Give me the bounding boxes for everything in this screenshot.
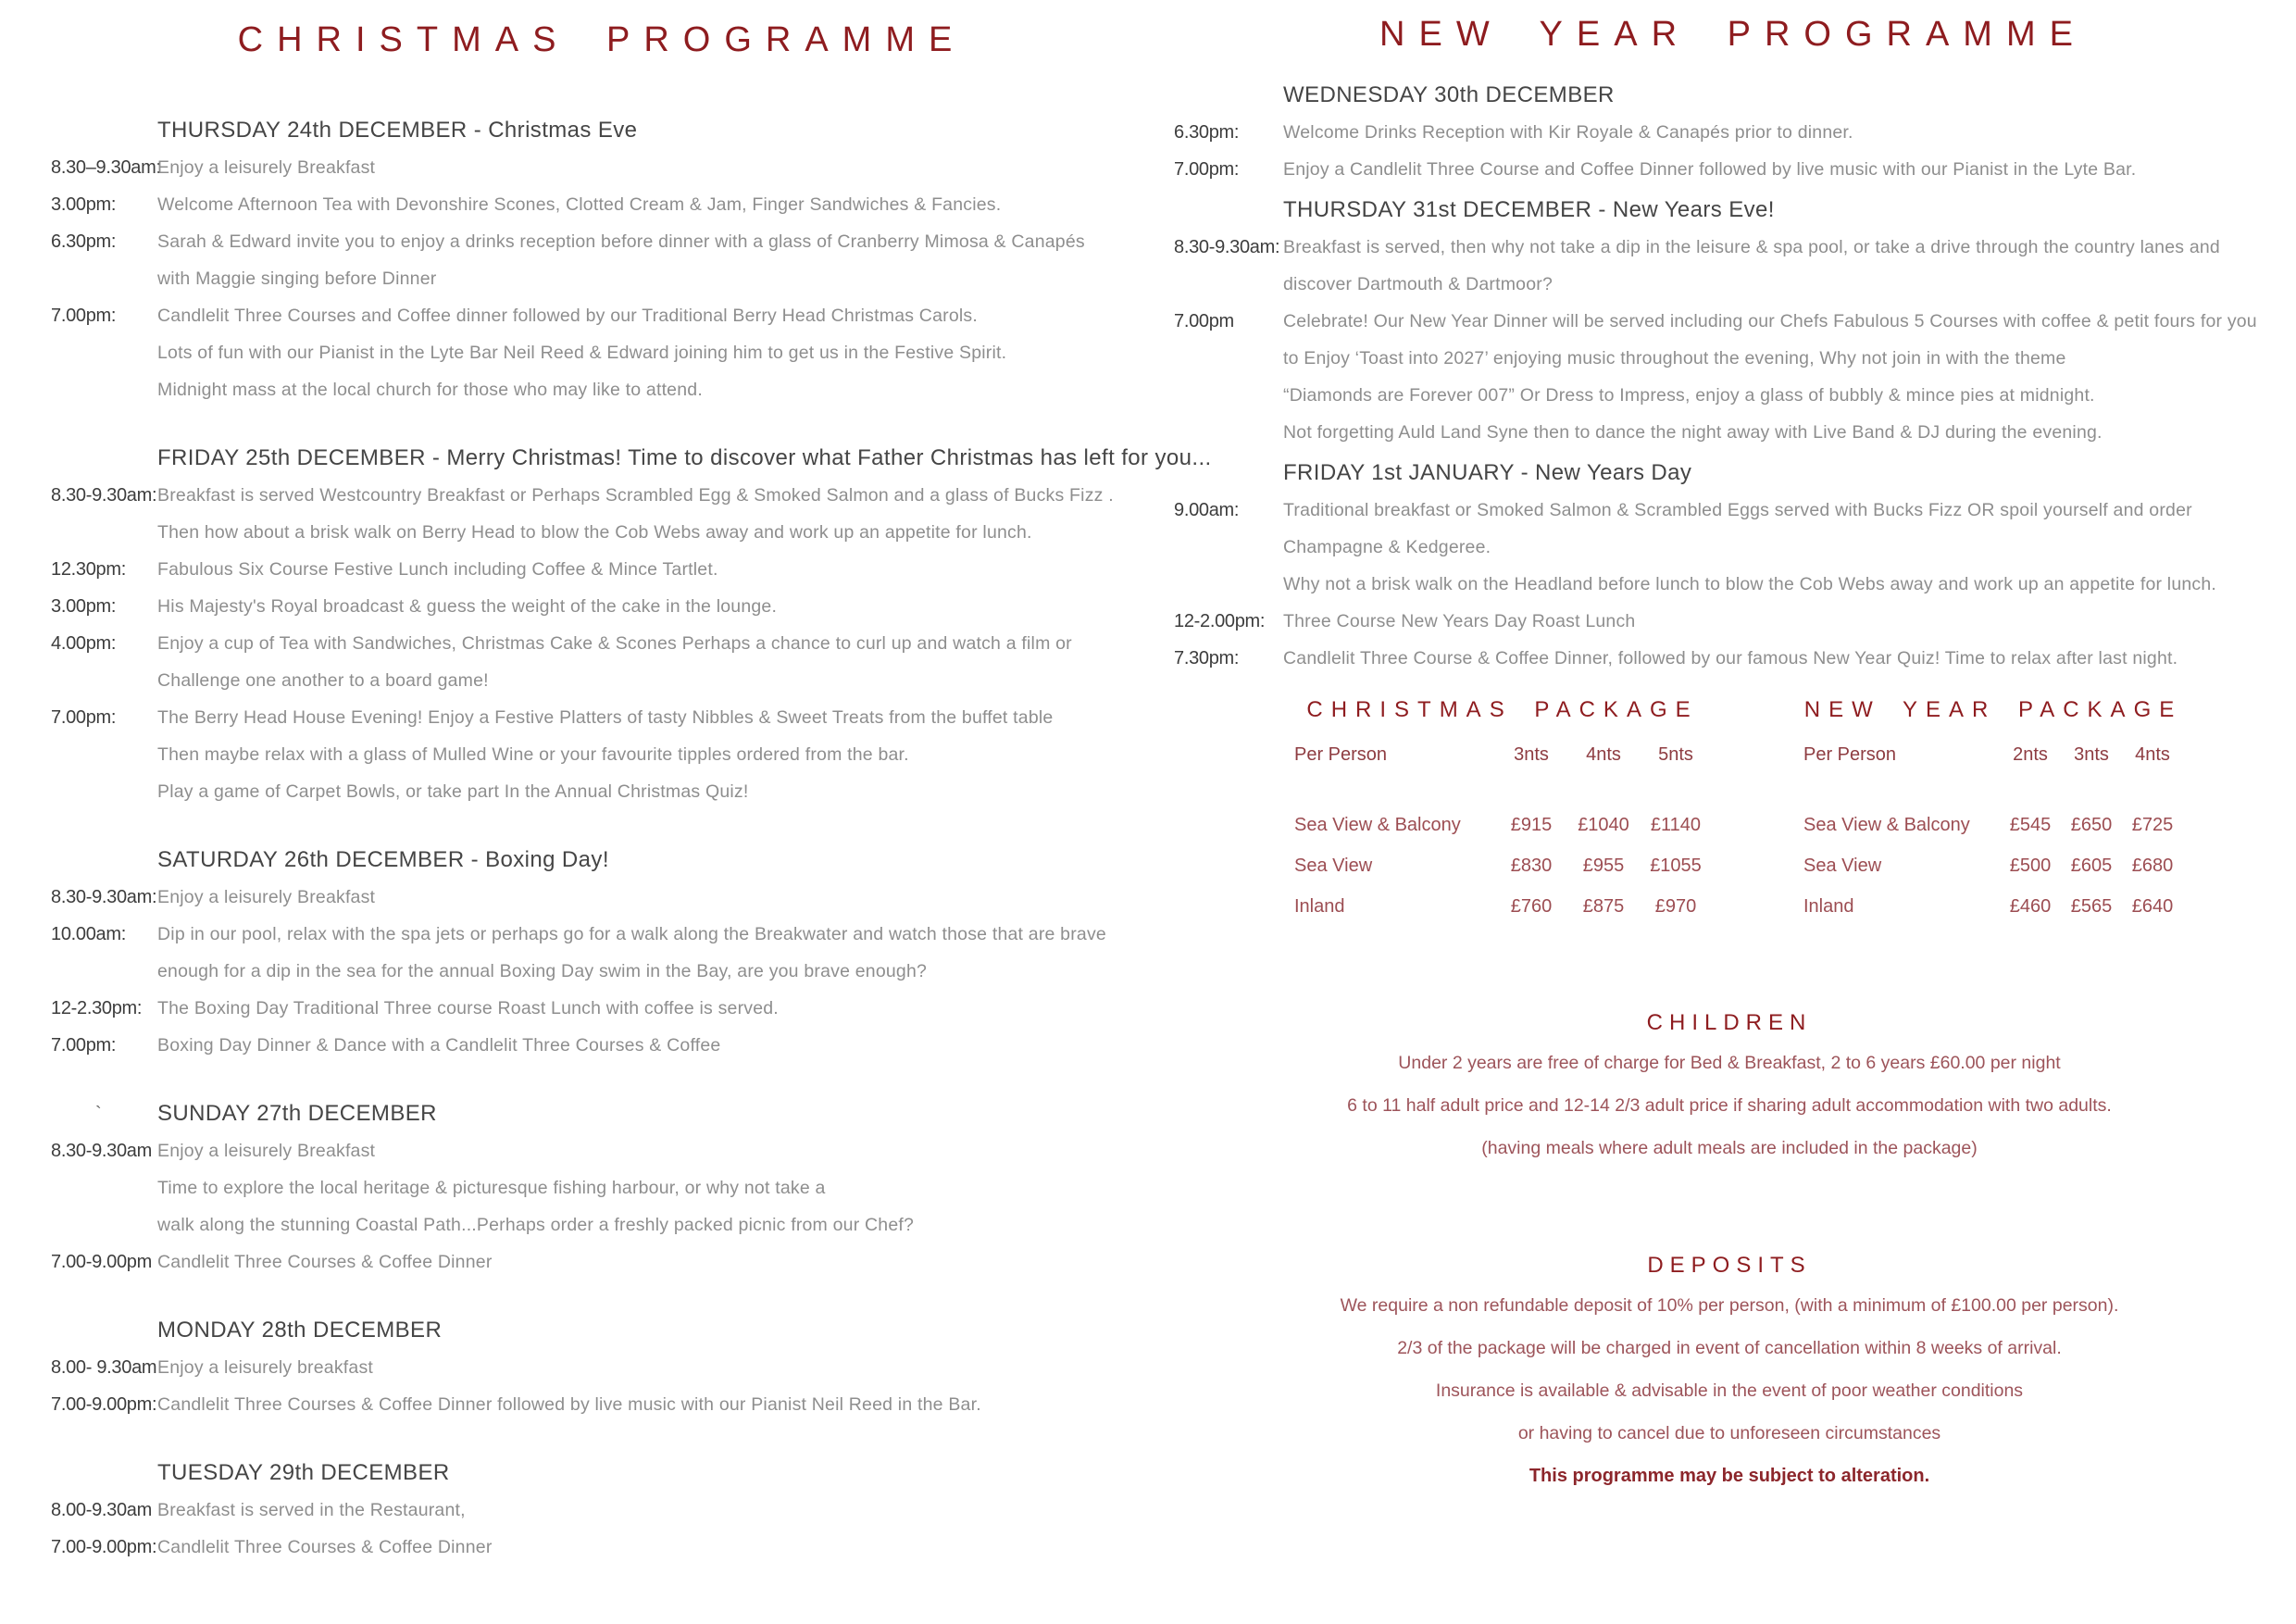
event-line: Boxing Day Dinner & Dance with a Candlelit Three Courses & Coffee bbox=[157, 1035, 721, 1056]
event-row bbox=[51, 1529, 1153, 1566]
event-line: Celebrate! Our New Year Dinner will be served including our Chefs Fabulous 5 Courses with coffee & petit fours for you bbox=[1283, 311, 2257, 331]
event-time: 8.00- 9.30am bbox=[51, 1357, 157, 1378]
event-text bbox=[157, 223, 1085, 297]
day-heading: WEDNESDAY 30th DECEMBER bbox=[1283, 82, 1615, 107]
event-text bbox=[157, 588, 777, 625]
event-row bbox=[51, 186, 1153, 223]
event-row bbox=[51, 1349, 1153, 1386]
package-header-cell: 3nts bbox=[2074, 744, 2109, 765]
event-time: 7.00pm: bbox=[51, 1035, 117, 1056]
package-header-cell: 2nts bbox=[2013, 744, 2048, 765]
package-table bbox=[1294, 734, 1711, 927]
event-time: 8.00-9.30am bbox=[51, 1500, 152, 1520]
event-line: to Enjoy ‘Toast into 2027’ enjoying music throughout the evening, Why not join in with the theme bbox=[1283, 348, 2066, 369]
event-line: Play a game of Carpet Bowls, or take part In the Annual Christmas Quiz! bbox=[157, 781, 749, 802]
package-room-type: Sea View bbox=[1294, 856, 1373, 876]
package-price: £760 bbox=[1510, 896, 1553, 917]
event-row bbox=[1174, 151, 2292, 188]
event-text bbox=[1283, 229, 2220, 303]
package-header-cell: 4nts bbox=[2135, 744, 2170, 765]
event-time: 7.00pm bbox=[1174, 311, 1234, 331]
event-time: 7.00pm: bbox=[51, 707, 117, 728]
package-price: £875 bbox=[1582, 896, 1625, 917]
day-heading-row bbox=[51, 842, 1153, 879]
event-line: Lots of fun with our Pianist in the Lyte Bar Neil Reed & Edward joining him to get us in the Festive Spirit. bbox=[157, 343, 1007, 363]
info-line: Under 2 years are free of charge for Bed & Breakfast, 2 to 6 years £60.00 per night bbox=[1398, 1053, 2061, 1073]
day-heading: MONDAY 28th DECEMBER bbox=[157, 1318, 443, 1343]
event-text bbox=[157, 477, 1114, 551]
stray-tick bbox=[51, 1312, 157, 1349]
day-heading-row bbox=[1174, 455, 2292, 492]
package-room-type: Inland bbox=[1803, 896, 1854, 917]
package-price: £565 bbox=[2070, 896, 2113, 917]
event-row bbox=[51, 1243, 1153, 1280]
package-title: CHRISTMAS PACKAGE bbox=[1306, 697, 1699, 722]
package-spacer bbox=[1803, 775, 2183, 805]
package-header-cell: 4nts bbox=[1586, 744, 1621, 765]
event-text bbox=[157, 990, 779, 1027]
info-line: Insurance is available & advisable in the event of poor weather conditions bbox=[1435, 1380, 2024, 1401]
package-price: £605 bbox=[2070, 856, 2113, 876]
stray-tick bbox=[1174, 192, 1283, 229]
event-row bbox=[51, 625, 1153, 699]
event-time: 7.00-9.00pm: bbox=[51, 1394, 157, 1415]
package-room-type: Sea View bbox=[1803, 856, 1882, 876]
event-row bbox=[51, 1169, 1153, 1243]
event-text bbox=[157, 297, 1006, 408]
new-year-package bbox=[1803, 697, 2183, 927]
event-row bbox=[1174, 603, 2292, 640]
event-row bbox=[51, 297, 1153, 408]
event-row bbox=[51, 699, 1153, 810]
package-room-type: Inland bbox=[1294, 896, 1345, 917]
event-line: Enjoy a Candlelit Three Course and Coffee Dinner followed by live music with our Pianist in the Lyte Bar. bbox=[1283, 159, 2137, 180]
package-price: £1055 bbox=[1650, 856, 1702, 876]
event-time bbox=[51, 1169, 157, 1243]
event-line: The Berry Head House Evening! Enjoy a Festive Platters of tasty Nibbles & Sweet Treats from the buffet table bbox=[157, 707, 1054, 728]
event-line: with Maggie singing before Dinner bbox=[157, 269, 437, 289]
day-heading: TUESDAY 29th DECEMBER bbox=[157, 1460, 450, 1485]
package-table bbox=[1803, 734, 2183, 927]
event-line: Then how about a brisk walk on Berry Head to blow the Cob Webs away and work up an appetite for lunch. bbox=[157, 522, 1032, 543]
stray-tick bbox=[51, 1455, 157, 1492]
event-line: Candlelit Three Course & Coffee Dinner, followed by our famous New Year Quiz! Time to relax after last night. bbox=[1283, 648, 2178, 668]
event-row bbox=[51, 551, 1153, 588]
stray-tick bbox=[1174, 77, 1283, 114]
event-line: Champagne & Kedgeree. bbox=[1283, 537, 1491, 557]
event-text bbox=[157, 916, 1106, 990]
new-year-sections bbox=[1174, 77, 2292, 677]
event-row bbox=[1174, 114, 2292, 151]
event-line: Breakfast is served Westcountry Breakfast or Perhaps Scrambled Egg & Smoked Salmon and a glass of Bucks Fizz . bbox=[157, 485, 1114, 506]
stray-tick bbox=[51, 440, 157, 477]
stray-tick: ` bbox=[95, 1104, 102, 1124]
children-section bbox=[1183, 1010, 2276, 1169]
day-section bbox=[51, 842, 1153, 1064]
event-text bbox=[157, 699, 1053, 810]
event-time: 9.00am: bbox=[1174, 500, 1240, 520]
package-price: £545 bbox=[2009, 815, 2052, 835]
package-header-cell: Per Person bbox=[1294, 744, 1388, 765]
day-heading: THURSDAY 31st DECEMBER - New Years Eve! bbox=[1283, 197, 1775, 222]
event-time: 8.30–9.30am: bbox=[51, 157, 161, 178]
christmas-package bbox=[1294, 697, 1711, 927]
day-heading-row bbox=[51, 1312, 1153, 1349]
event-line: Time to explore the local heritage & picturesque fishing harbour, or why not take a bbox=[157, 1178, 826, 1198]
event-line: Then maybe relax with a glass of Mulled Wine or your favourite tipples ordered from the bar. bbox=[157, 744, 909, 765]
package-title: NEW YEAR PACKAGE bbox=[1803, 697, 2183, 722]
day-heading-row bbox=[51, 1095, 1153, 1132]
event-line: Why not a brisk walk on the Headland before lunch to blow the Cob Webs away and work up an appetite for lunch. bbox=[1283, 574, 2217, 594]
event-row bbox=[51, 477, 1153, 551]
day-section bbox=[1174, 455, 2292, 677]
event-line: Enjoy a leisurely Breakfast bbox=[157, 157, 376, 178]
day-heading: THURSDAY 24th DECEMBER - Christmas Eve bbox=[157, 118, 638, 143]
event-row bbox=[1174, 229, 2292, 303]
event-text bbox=[157, 1492, 466, 1529]
event-row bbox=[51, 223, 1153, 297]
day-heading-row bbox=[1174, 192, 2292, 229]
event-text bbox=[1283, 640, 2177, 677]
package-price: £1140 bbox=[1650, 815, 1702, 835]
event-line: Welcome Afternoon Tea with Devonshire Scones, Clotted Cream & Jam, Finger Sandwiches & Fancies. bbox=[157, 194, 1002, 215]
day-section bbox=[51, 112, 1153, 408]
info-line: We require a non refundable deposit of 10% per person, (with a minimum of £100.00 per person). bbox=[1340, 1295, 2119, 1316]
package-room-type: Sea View & Balcony bbox=[1294, 815, 1461, 835]
event-text bbox=[157, 1132, 375, 1169]
children-heading: CHILDREN bbox=[1646, 1010, 1813, 1035]
event-text bbox=[1283, 303, 2257, 451]
children-lines bbox=[1183, 1042, 2276, 1169]
event-line: Dip in our pool, relax with the spa jets or perhaps go for a walk along the Breakwater and watch those that are brave bbox=[157, 924, 1106, 944]
event-line: Candlelit Three Courses & Coffee Dinner bbox=[157, 1252, 493, 1272]
day-heading: SATURDAY 26th DECEMBER - Boxing Day! bbox=[157, 847, 609, 872]
new-year-programme-title: NEW YEAR PROGRAMME bbox=[1379, 15, 2087, 54]
event-text bbox=[157, 186, 1001, 223]
event-line: Enjoy a leisurely Breakfast bbox=[157, 887, 376, 907]
event-line: “Diamonds are Forever 007” Or Dress to Impress, enjoy a glass of bubbly & mince pies at midnight. bbox=[1283, 385, 2095, 406]
day-section bbox=[51, 1455, 1153, 1566]
event-text bbox=[157, 1169, 914, 1243]
event-text bbox=[157, 1529, 493, 1566]
info-line: (having meals where adult meals are included in the package) bbox=[1481, 1138, 1978, 1158]
stray-tick bbox=[1174, 455, 1283, 492]
event-time: 8.30-9.30am: bbox=[51, 485, 157, 506]
event-line: walk along the stunning Coastal Path...Perhaps order a freshly packed picnic from our Chef? bbox=[157, 1215, 915, 1235]
package-price: £680 bbox=[2131, 856, 2174, 876]
day-section bbox=[51, 1312, 1153, 1423]
event-time: 7.00pm: bbox=[51, 306, 117, 326]
package-price: £460 bbox=[2009, 896, 2052, 917]
deposits-lines bbox=[1183, 1284, 2276, 1455]
event-line: The Boxing Day Traditional Three course Roast Lunch with coffee is served. bbox=[157, 998, 779, 1018]
event-row bbox=[51, 588, 1153, 625]
event-text bbox=[157, 625, 1072, 699]
packages-row bbox=[1294, 697, 2292, 927]
event-time: 6.30pm: bbox=[1174, 122, 1240, 143]
event-line: Candlelit Three Courses & Coffee Dinner followed by live music with our Pianist Neil Reed in the Bar. bbox=[157, 1394, 981, 1415]
package-price: £1040 bbox=[1578, 815, 1629, 835]
event-line: Midnight mass at the local church for those who may like to attend. bbox=[157, 380, 703, 400]
event-row bbox=[51, 1386, 1153, 1423]
event-line: discover Dartmouth & Dartmoor? bbox=[1283, 274, 1554, 294]
christmas-programme-title: CHRISTMAS PROGRAMME bbox=[237, 20, 967, 59]
event-line: Breakfast is served, then why not take a dip in the leisure & spa pool, or take a drive through the country lanes and bbox=[1283, 237, 2220, 257]
day-section bbox=[1174, 77, 2292, 188]
event-line: Three Course New Years Day Roast Lunch bbox=[1283, 611, 1636, 631]
event-line: Enjoy a cup of Tea with Sandwiches, Christmas Cake & Scones Perhaps a chance to curl up and watch a film or bbox=[157, 633, 1072, 654]
new-year-programme-column bbox=[1174, 0, 2292, 1497]
event-time: 12.30pm: bbox=[51, 559, 126, 580]
event-text bbox=[157, 149, 375, 186]
event-row bbox=[51, 990, 1153, 1027]
day-heading-row bbox=[51, 440, 1212, 477]
event-text bbox=[1283, 603, 1635, 640]
package-header-cell: 5nts bbox=[1658, 744, 1693, 765]
event-line: Breakfast is served in the Restaurant, bbox=[157, 1500, 466, 1520]
package-price: £915 bbox=[1510, 815, 1553, 835]
event-time: 7.00-9.00pm bbox=[51, 1252, 152, 1272]
event-time: 4.00pm: bbox=[51, 633, 117, 654]
event-line: enough for a dip in the sea for the annual Boxing Day swim in the Bay, are you brave enough? bbox=[157, 961, 928, 981]
package-room-type: Sea View & Balcony bbox=[1803, 815, 1970, 835]
event-time: 12-2.30pm: bbox=[51, 998, 143, 1018]
day-heading-row bbox=[1174, 77, 2292, 114]
package-price: £500 bbox=[2009, 856, 2052, 876]
event-text bbox=[1283, 114, 1853, 151]
day-heading-row bbox=[51, 1455, 1153, 1492]
event-text bbox=[1283, 151, 2136, 188]
day-heading: FRIDAY 25th DECEMBER - Merry Christmas! Time to discover what Father Christmas has left for you... bbox=[157, 445, 1212, 470]
event-time: 3.00pm: bbox=[51, 194, 117, 215]
event-row bbox=[1174, 303, 2292, 451]
event-text bbox=[157, 1386, 981, 1423]
event-time: 7.00pm: bbox=[1174, 159, 1240, 180]
package-price: £650 bbox=[2070, 815, 2113, 835]
event-row bbox=[51, 1132, 1153, 1169]
day-heading: FRIDAY 1st JANUARY - New Years Day bbox=[1283, 460, 1692, 485]
event-time: 7.30pm: bbox=[1174, 648, 1240, 668]
stray-tick bbox=[51, 112, 157, 149]
package-header-cell: Per Person bbox=[1803, 744, 1897, 765]
event-text bbox=[157, 879, 375, 916]
event-line: Enjoy a leisurely breakfast bbox=[157, 1357, 374, 1378]
deposits-heading: DEPOSITS bbox=[1647, 1253, 1812, 1278]
day-section bbox=[1174, 192, 2292, 451]
event-row bbox=[51, 1492, 1153, 1529]
deposits-section bbox=[1183, 1253, 2276, 1497]
event-line: Sarah & Edward invite you to enjoy a drinks reception before dinner with a glass of Cranberry Mimosa & Canapés bbox=[157, 231, 1085, 252]
event-line: Fabulous Six Course Festive Lunch including Coffee & Mince Tartlet. bbox=[157, 559, 718, 580]
event-row bbox=[51, 149, 1153, 186]
package-price: £640 bbox=[2131, 896, 2174, 917]
event-line: Enjoy a leisurely Breakfast bbox=[157, 1141, 376, 1161]
stray-tick bbox=[51, 842, 157, 879]
event-time: 8.30-9.30am: bbox=[51, 887, 157, 907]
event-line: His Majesty's Royal broadcast & guess the weight of the cake in the lounge. bbox=[157, 596, 778, 617]
event-time: 6.30pm: bbox=[51, 231, 117, 252]
event-text bbox=[1283, 492, 2216, 603]
event-row bbox=[51, 1027, 1153, 1064]
package-spacer bbox=[1294, 775, 1711, 805]
event-line: Candlelit Three Courses and Coffee dinner followed by our Traditional Berry Head Christmas Carols. bbox=[157, 306, 978, 326]
package-header-cell: 3nts bbox=[1514, 744, 1549, 765]
day-heading: SUNDAY 27th DECEMBER bbox=[157, 1101, 437, 1126]
event-text bbox=[157, 1349, 373, 1386]
day-section bbox=[51, 1095, 1153, 1280]
event-row bbox=[1174, 492, 2292, 603]
event-text bbox=[157, 1027, 720, 1064]
event-row bbox=[1174, 640, 2292, 677]
event-line: Welcome Drinks Reception with Kir Royale & Canapés prior to dinner. bbox=[1283, 122, 1853, 143]
event-row bbox=[51, 916, 1153, 990]
alteration-note: This programme may be subject to alteration. bbox=[1529, 1466, 1930, 1486]
event-time: 12-2.00pm: bbox=[1174, 611, 1266, 631]
package-price: £970 bbox=[1654, 896, 1697, 917]
info-line: or having to cancel due to unforeseen circumstances bbox=[1517, 1423, 1941, 1443]
package-price: £725 bbox=[2131, 815, 2174, 835]
event-time: 7.00-9.00pm: bbox=[51, 1537, 157, 1557]
event-time: 10.00am: bbox=[51, 924, 126, 944]
event-time: 8.30-9.30am bbox=[51, 1141, 152, 1161]
package-price: £955 bbox=[1582, 856, 1625, 876]
event-time: 8.30-9.30am: bbox=[1174, 237, 1280, 257]
event-line: Traditional breakfast or Smoked Salmon & Scrambled Eggs served with Bucks Fizz OR spoil yourself and order bbox=[1283, 500, 2192, 520]
event-row bbox=[51, 879, 1153, 916]
package-price: £830 bbox=[1510, 856, 1553, 876]
event-time: 3.00pm: bbox=[51, 596, 117, 617]
info-line: 6 to 11 half adult price and 12-14 2/3 adult price if sharing adult accommodation with two adults. bbox=[1347, 1095, 2112, 1116]
event-text bbox=[157, 1243, 493, 1280]
event-line: Candlelit Three Courses & Coffee Dinner bbox=[157, 1537, 493, 1557]
day-heading-row bbox=[51, 112, 1153, 149]
event-text bbox=[157, 551, 718, 588]
event-line: Not forgetting Auld Land Syne then to dance the night away with Live Band & DJ during the evening. bbox=[1283, 422, 2103, 443]
info-line: 2/3 of the package will be charged in event of cancellation within 8 weeks of arrival. bbox=[1397, 1338, 2062, 1358]
event-line: Challenge one another to a board game! bbox=[157, 670, 489, 691]
